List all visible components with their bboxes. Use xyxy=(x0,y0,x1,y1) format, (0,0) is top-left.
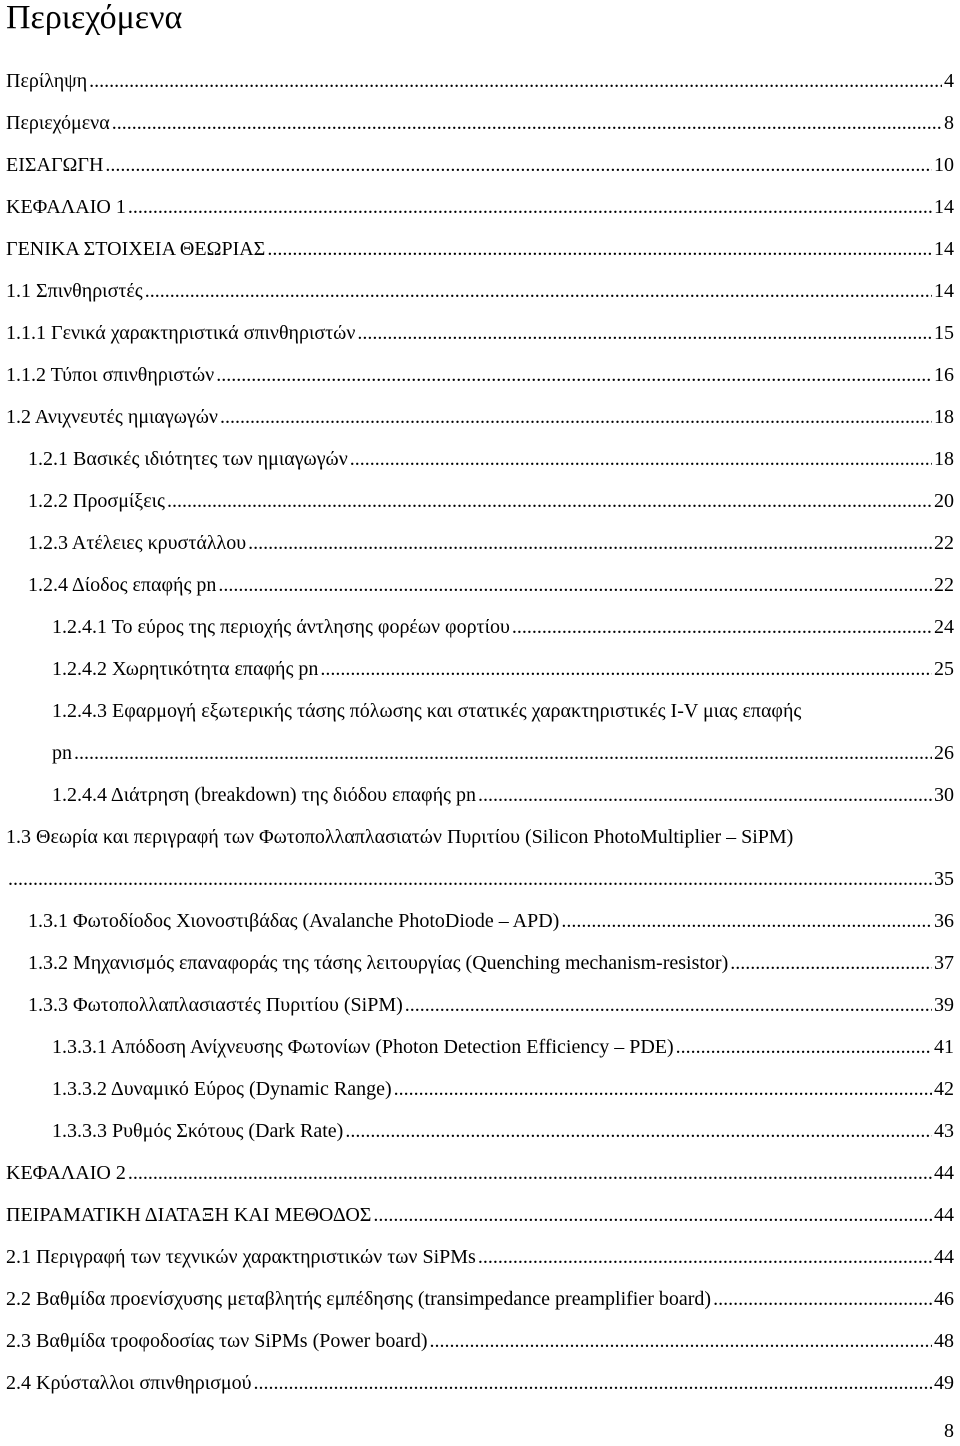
toc-leader xyxy=(394,1074,932,1104)
toc-entry[interactable] xyxy=(0,1032,960,1062)
toc-entry[interactable] xyxy=(0,906,960,936)
toc-page: 24 xyxy=(934,616,954,638)
toc-leader xyxy=(248,528,932,558)
toc-entry[interactable] xyxy=(0,318,960,348)
toc-label: 1.3.3.2 Δυναμικό Εύρος (Dynamic Range) xyxy=(52,1078,392,1100)
toc-leader xyxy=(345,1116,932,1146)
toc-page: 49 xyxy=(934,1372,954,1394)
toc-page: 44 xyxy=(934,1246,954,1268)
toc-label: 1.3.3 Φωτοπολλαπλασιαστές Πυριτίου (SiPM) xyxy=(28,994,403,1016)
toc-page: 4 xyxy=(944,70,954,92)
toc-leader xyxy=(254,1368,932,1398)
toc-entry[interactable] xyxy=(0,1116,960,1146)
toc-entry[interactable] xyxy=(0,1368,960,1398)
toc-label: 1.2.4.2 Χωρητικότητα επαφής pn xyxy=(52,658,319,680)
toc-leader xyxy=(145,276,932,306)
toc-page: 18 xyxy=(934,406,954,428)
toc-page: 42 xyxy=(934,1078,954,1100)
toc-entry[interactable] xyxy=(0,696,960,768)
toc-page: 14 xyxy=(934,238,954,260)
toc-label: Περιεχόμενα xyxy=(6,112,110,134)
toc-label: 1.2.2 Προσμίξεις xyxy=(28,490,165,512)
toc-page: 30 xyxy=(934,784,954,806)
toc-leader xyxy=(430,1326,932,1356)
toc-page: 8 xyxy=(944,112,954,134)
toc-entry[interactable] xyxy=(0,780,960,810)
toc-page: 15 xyxy=(934,322,954,344)
toc-label-continued: pn xyxy=(52,742,72,764)
toc-leader xyxy=(105,150,932,180)
toc-label: 1.1 Σπινθηριστές xyxy=(6,280,143,302)
toc-page: 36 xyxy=(934,910,954,932)
toc-entry[interactable] xyxy=(0,402,960,432)
toc-label: 1.2.4 Δίοδος επαφής pn xyxy=(28,574,217,596)
toc-label: ΓΕΝΙΚΑ ΣΤΟΙΧΕΙΑ ΘΕΩΡΙΑΣ xyxy=(6,238,266,260)
toc-page: 18 xyxy=(934,448,954,470)
toc-page: 25 xyxy=(934,658,954,680)
toc-page: 37 xyxy=(934,952,954,974)
toc-leader xyxy=(373,1200,932,1230)
toc-leader xyxy=(216,360,932,390)
toc-page: 44 xyxy=(934,1162,954,1184)
toc-entry[interactable] xyxy=(0,234,960,264)
toc-leader xyxy=(74,738,932,768)
toc-page: 48 xyxy=(934,1330,954,1352)
page-number: 8 xyxy=(944,1420,954,1442)
toc-leader xyxy=(220,402,932,432)
toc-page: 16 xyxy=(934,364,954,386)
toc-label: 2.4 Κρύσταλλοι σπινθηρισμού xyxy=(6,1372,252,1394)
toc-leader xyxy=(128,1158,932,1188)
toc-label: ΠΕΙΡΑΜΑΤΙΚΗ ΔΙΑΤΑΞΗ ΚΑΙ ΜΕΘΟΔΟΣ xyxy=(6,1204,372,1226)
toc-label: 1.2.1 Βασικές ιδιότητες των ημιαγωγών xyxy=(28,448,348,470)
toc-entry[interactable] xyxy=(0,612,960,642)
toc-label: 1.3.3.1 Απόδοση Ανίχνευσης Φωτονίων (Photon Detection Efficiency – PDE) xyxy=(52,1036,674,1058)
toc-label: ΕΙΣΑΓΩΓΗ xyxy=(6,154,104,176)
toc-page: 22 xyxy=(934,574,954,596)
toc-label: 1.2 Ανιχνευτές ημιαγωγών xyxy=(6,406,218,428)
toc-label: ΚΕΦΑΛΑΙΟ 2 xyxy=(6,1162,126,1184)
toc-entry[interactable] xyxy=(0,528,960,558)
toc-entry[interactable] xyxy=(0,990,960,1020)
toc-entry[interactable] xyxy=(0,1242,960,1272)
toc-entry[interactable] xyxy=(0,570,960,600)
toc-leader xyxy=(512,612,932,642)
toc-entry[interactable] xyxy=(0,1158,960,1188)
toc-leader xyxy=(128,192,932,222)
toc-entry[interactable] xyxy=(0,1074,960,1104)
toc-page: 10 xyxy=(934,154,954,176)
toc-leader xyxy=(405,990,932,1020)
toc-label: 1.2.4.1 Το εύρος της περιοχής άντλησης φορέων φορτίου xyxy=(52,616,510,638)
toc-entry[interactable] xyxy=(0,1284,960,1314)
toc-entry[interactable] xyxy=(0,66,960,96)
toc-entry[interactable] xyxy=(0,444,960,474)
toc-label: 2.3 Βαθμίδα τροφοδοσίας των SiPMs (Power board) xyxy=(6,1330,428,1352)
toc-label: 1.3.1 Φωτοδίοδος Χιονοστιβάδας (Avalanche PhotoDiode – APD) xyxy=(28,910,560,932)
toc-label: 1.3 Θεωρία και περιγραφή των Φωτοπολλαπλασιατών Πυριτίου (Silicon PhotoMultiplier – SiPM) xyxy=(6,826,794,848)
toc-label: 2.1 Περιγραφή των τεχνικών χαρακτηριστικών των SiPMs xyxy=(6,1246,476,1268)
toc-page: 39 xyxy=(934,994,954,1016)
toc-page: 22 xyxy=(934,532,954,554)
toc-label: 1.2.3 Ατέλειες κρυστάλλου xyxy=(28,532,247,554)
toc-entry[interactable] xyxy=(0,654,960,684)
toc-entry[interactable] xyxy=(0,1326,960,1356)
toc-label: 2.2 Βαθμίδα προενίσχυσης μεταβλητής εμπέδησης (transimpedance preamplifier board) xyxy=(6,1288,712,1310)
toc-leader xyxy=(478,1242,932,1272)
toc-entry[interactable] xyxy=(0,150,960,180)
toc-leader xyxy=(112,108,942,138)
toc-entry[interactable] xyxy=(0,948,960,978)
toc-entry[interactable] xyxy=(0,822,960,894)
toc-leader xyxy=(8,864,932,894)
toc-label: 1.3.3.3 Ρυθμός Σκότους (Dark Rate) xyxy=(52,1120,344,1142)
toc-leader xyxy=(267,234,932,264)
toc-leader xyxy=(730,948,932,978)
toc-page: 41 xyxy=(934,1036,954,1058)
toc-page: 26 xyxy=(934,742,954,764)
toc-page: 35 xyxy=(934,868,954,890)
toc-page: 14 xyxy=(934,196,954,218)
toc-page: 20 xyxy=(934,490,954,512)
toc-leader xyxy=(218,570,932,600)
toc-label: Περίληψη xyxy=(6,70,88,92)
toc-entry[interactable] xyxy=(0,192,960,222)
toc-entry[interactable] xyxy=(0,1200,960,1230)
toc-leader xyxy=(676,1032,932,1062)
toc-label: ΚΕΦΑΛΑΙΟ 1 xyxy=(6,196,126,218)
toc-page: 44 xyxy=(934,1204,954,1226)
toc-leader xyxy=(478,780,932,810)
toc-leader xyxy=(350,444,932,474)
toc-leader xyxy=(89,66,942,96)
toc-label: 1.1.2 Τύποι σπινθηριστών xyxy=(6,364,215,386)
toc-leader xyxy=(357,318,932,348)
toc-page: 46 xyxy=(934,1288,954,1310)
toc-leader xyxy=(167,486,932,516)
toc-page: 14 xyxy=(934,280,954,302)
toc-entry[interactable] xyxy=(0,360,960,390)
toc-label: 1.2.4.3 Εφαρμογή εξωτερικής τάσης πόλωσης και στατικές χαρακτηριστικές I-V μιας επαφής xyxy=(52,700,802,722)
toc-page: 43 xyxy=(934,1120,954,1142)
toc-label: 1.1.1 Γενικά χαρακτηριστικά σπινθηριστών xyxy=(6,322,356,344)
toc-entry[interactable] xyxy=(0,108,960,138)
toc-entry[interactable] xyxy=(0,276,960,306)
toc-label: 1.2.4.4 Διάτρηση (breakdown) της διόδου επαφής pn xyxy=(52,784,476,806)
toc-leader xyxy=(713,1284,932,1314)
toc-label: 1.3.2 Μηχανισμός επαναφοράς της τάσης λειτουργίας (Quenching mechanism-resistor) xyxy=(28,952,729,974)
page-title: Περιεχόμενα xyxy=(6,0,183,36)
toc-leader xyxy=(320,654,932,684)
toc-entry[interactable] xyxy=(0,486,960,516)
toc-leader xyxy=(561,906,932,936)
